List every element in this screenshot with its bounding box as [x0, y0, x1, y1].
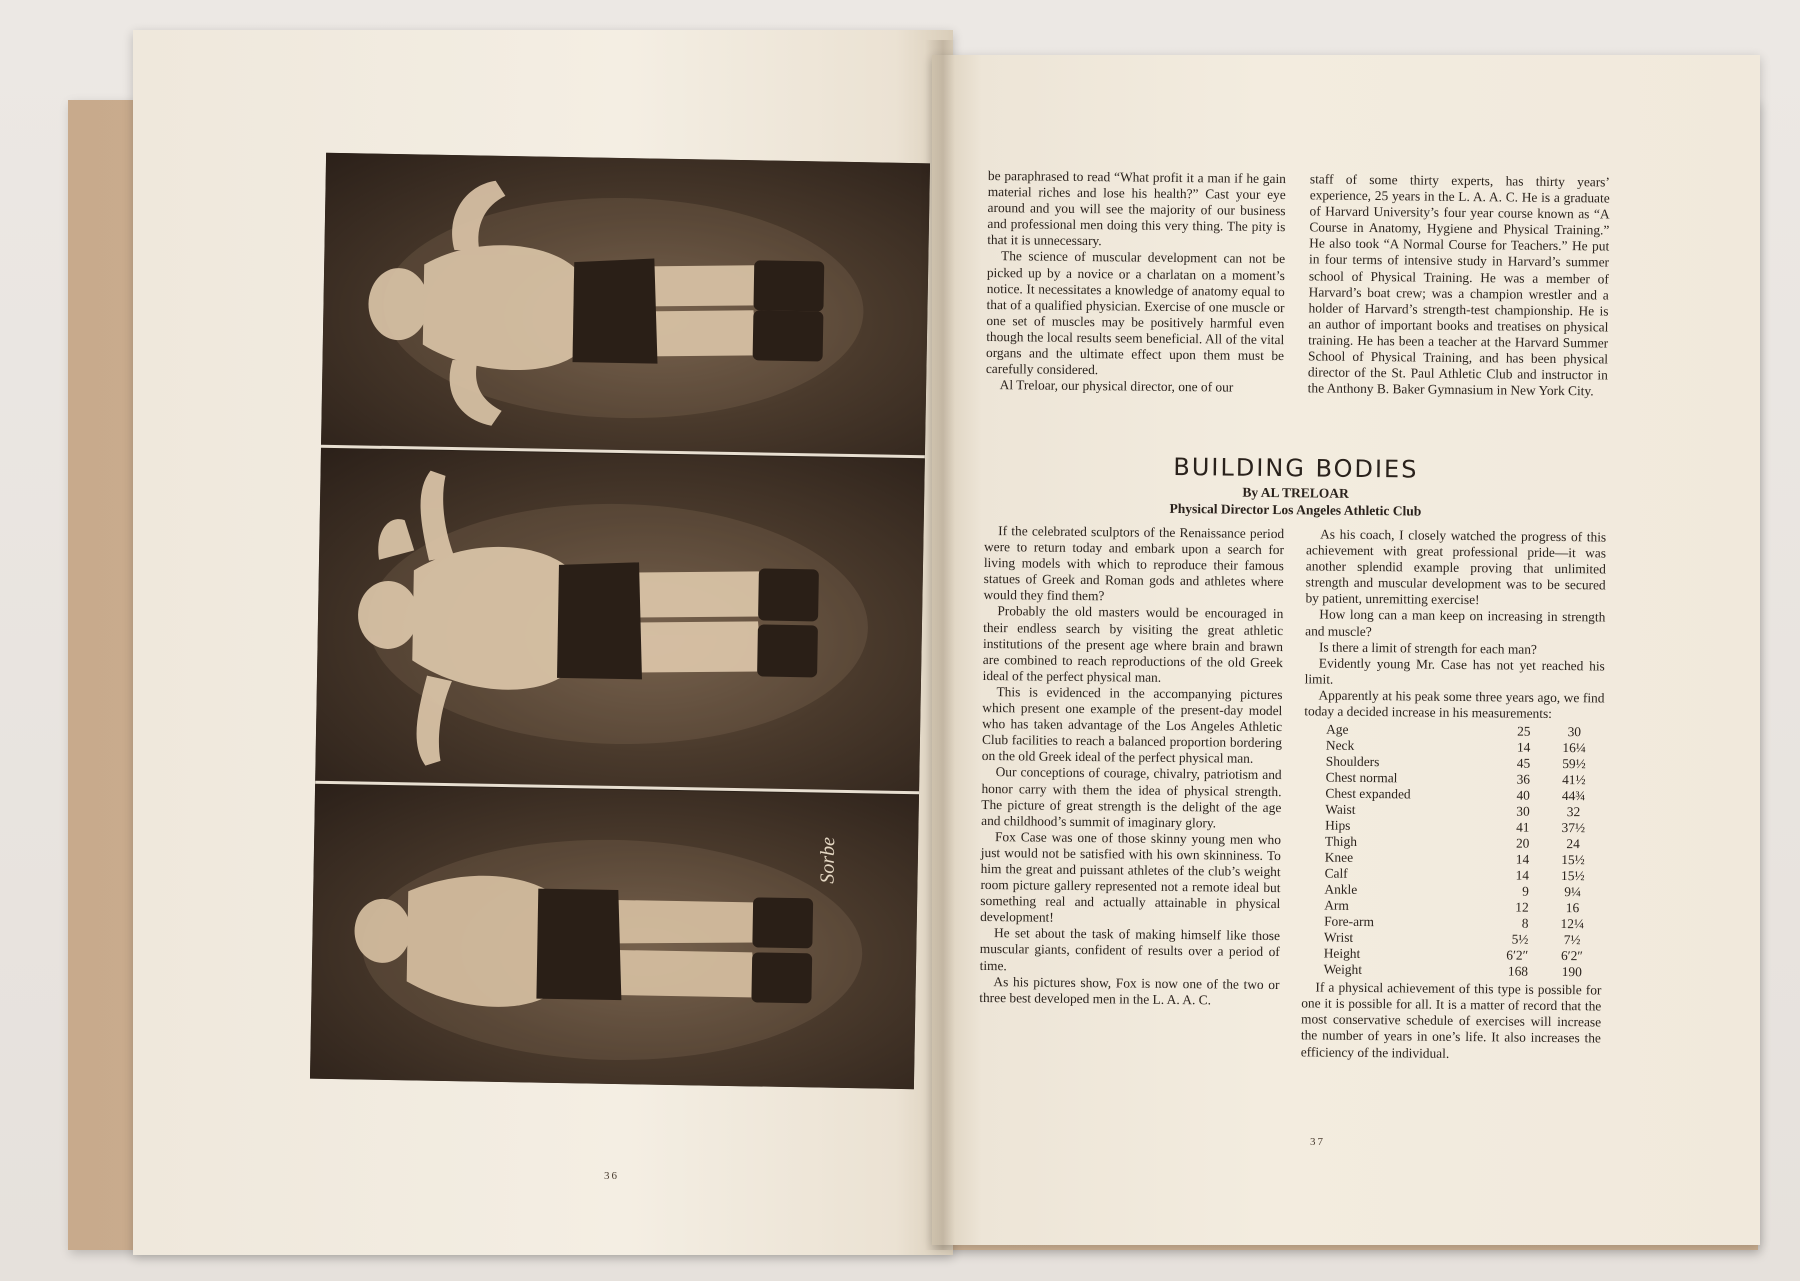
- paragraph: The science of muscular development can not be picked up by a novice or a charlatan on a moment’s notice. It necessitates a knowledge of anatomy equal to that of a qualified physician. Exercise of one muscle or one set of muscles may be positively harmful even though the local results seem beneficial. All of the vital organs and the ultimate effect upon them must be carefully considered.: [985, 248, 1286, 378]
- paragraph: This is evidenced in the accompanying pictures which present one example of the present-day model who has taken advantage of the Los Angeles Athletic Club facilities to reach a balanced proportion bordering on the old Greek ideal of the perfect physical man.: [981, 684, 1283, 767]
- photo-athlete-pose-3: [310, 785, 919, 1089]
- paragraph: Apparently at his peak some three years ago, we find today a decided increase in his measurements:: [1304, 687, 1605, 721]
- measurement-after: 7½: [1563, 932, 1581, 948]
- measurement-before: 12: [1515, 899, 1529, 915]
- measurement-label: Wrist: [1323, 929, 1354, 945]
- measurement-after: 15½: [1561, 852, 1585, 868]
- measurement-before: 45: [1516, 755, 1531, 771]
- paragraph: staff of some thirty experts, has thirty years’ experience, 25 years in the L. A. A. C. He is a graduate of Harvard University’s four year course known as “A Course in Anatomy, Hygiene and Physical Training.” He also took “A Normal Course for Teachers.” He put in four terms of intensive study in Harvard’s summer school of Physical Training. He was a member of Harvard’s boat crew; was a champion wrestler and a holder of Harvard’s strength-test championship. He is an author of important books and treatises on physical training. He has been a teacher at the Harvard Summer School of Physical Training, and has been physical director of the St. Paul Athletic Club and instructor in the Anthony B. Baker Gymnasium in New York City.: [1307, 171, 1610, 399]
- measurement-before: 41: [1516, 819, 1530, 835]
- measurement-before: 36: [1516, 771, 1531, 787]
- measurement-before: 9: [1522, 883, 1529, 899]
- paragraph: As his pictures show, Fox is now one of the two or three best developed men in the L. A. A. C.: [979, 973, 1280, 1008]
- top-right-column: [1308, 171, 1610, 399]
- book-gutter-shadow: [925, 40, 955, 1250]
- measurement-after: 44¾: [1561, 788, 1586, 804]
- measurement-label: Shoulders: [1325, 753, 1380, 770]
- page-number-left: 36: [604, 1170, 619, 1182]
- measurement-label: Chest expanded: [1325, 785, 1411, 802]
- measurement-after: 9¼: [1564, 884, 1582, 900]
- photographer-signature: Sorbe: [816, 836, 840, 884]
- paragraph: As his coach, I closely watched the progress of this achievement with great professional pride—it was another splendid example proving that unlimited strength and muscular development was to be secured by patient, unremitting exercise!: [1305, 526, 1607, 608]
- article-title: BUILDING BODIES: [1173, 452, 1419, 484]
- measurement-label: Knee: [1324, 849, 1354, 865]
- article-subtitle: Physical Director Los Angeles Athletic Club: [1169, 500, 1422, 519]
- measurement-label: Height: [1323, 945, 1361, 962]
- measurement-after: 16¼: [1562, 740, 1586, 756]
- article-left-column: [979, 523, 1284, 1009]
- paragraph: He set about the task of making himself like those muscular giants, confident of results over a period of time.: [979, 925, 1281, 973]
- athlete-figure-3: [310, 785, 919, 1089]
- measurement-before: 6′2″: [1506, 947, 1529, 963]
- measurement-before: 5½: [1511, 931, 1529, 947]
- measurement-after: 32: [1566, 804, 1581, 820]
- article-byline: By AL TRELOAR: [1242, 484, 1349, 501]
- paragraph: Al Treloar, our physical director, one of our: [999, 377, 1234, 395]
- measurement-after: 16: [1565, 900, 1580, 916]
- paragraph: Our conceptions of courage, chivalry, patriotism and honor carry with them the idea of physical strength. The picture of great strength is the delight of the age and childhood’s summit of imaginary glory.: [981, 764, 1282, 831]
- photo-athlete-pose-1: [321, 153, 930, 455]
- measurement-after: 12¼: [1560, 916, 1585, 932]
- measurement-label: Fore-arm: [1324, 913, 1375, 930]
- measurement-label: Neck: [1325, 737, 1355, 753]
- measurement-after: 37½: [1561, 820, 1586, 836]
- paragraph: How long can a man keep on increasing in strength and muscle?: [1305, 606, 1606, 639]
- measurement-label: Thigh: [1324, 833, 1358, 850]
- measurement-label: Hips: [1325, 817, 1351, 833]
- paragraph: Fox Case was one of those skinny young men who just would not be satisfied with his own skinniness. To him the great and puissant athletes of the club’s weight room picture gallery represented not a remote ideal but something real and actually attainable in physical development!: [980, 828, 1282, 925]
- measurement-after: 41½: [1562, 772, 1586, 788]
- measurement-before: 30: [1516, 803, 1530, 819]
- measurement-row: [1324, 962, 1602, 981]
- measurement-label: Age: [1326, 721, 1349, 737]
- article-header: [984, 450, 1607, 522]
- paragraph: If the celebrated sculptors of the Renaissance period were to return today and embark upon a search for living models with which to reproduce their famous statues of Greek and Roman gods and athletes where would they find them?: [983, 523, 1285, 604]
- measurement-before: 8: [1521, 915, 1529, 931]
- athlete-figure-2: [315, 449, 925, 791]
- measurement-before: 14: [1516, 739, 1531, 755]
- article-text-area: [978, 168, 1628, 1115]
- measurement-label: Calf: [1324, 865, 1348, 881]
- athlete-figure-1: [321, 153, 930, 455]
- paragraph: Evidently young Mr. Case has not yet reached his limit.: [1304, 655, 1605, 687]
- article-right-column: [1301, 526, 1607, 1063]
- paragraph: be paraphrased to read “What profit it a man if he gain material riches and lose his health?” Cast your eye around and you will see the majority of our business and professional men doing this very thing. The pity is that it is unnecessary.: [987, 168, 1286, 249]
- measurement-after: 15½: [1561, 868, 1585, 884]
- measurement-before: 14: [1515, 851, 1530, 867]
- measurement-label: Chest normal: [1325, 769, 1398, 786]
- paragraph: Is there a limit of strength for each man?: [1318, 639, 1537, 657]
- measurement-before: 25: [1517, 723, 1531, 739]
- measurement-before: 14: [1515, 867, 1530, 883]
- measurement-label: Weight: [1323, 961, 1363, 978]
- photo-plate: [310, 153, 930, 1089]
- measurement-before: 168: [1507, 963, 1529, 979]
- measurement-after: 30: [1567, 724, 1582, 740]
- top-left-column: [986, 168, 1286, 396]
- measurement-row: [1325, 786, 1603, 805]
- measurement-label: Arm: [1324, 897, 1349, 913]
- paragraph: Probably the old masters would be encouraged in their endless search by visiting the great athletic institutions of the present age where brain and brawn are combined to reach reproductions of the old Greek ideal of the perfect physical man.: [982, 603, 1284, 685]
- measurement-after: 24: [1566, 836, 1580, 852]
- measurement-after: 190: [1561, 964, 1582, 980]
- measurements-table: [1324, 722, 1605, 981]
- measurement-before: 40: [1516, 787, 1530, 803]
- page-number-right: 37: [1310, 1136, 1325, 1148]
- measurement-before: 20: [1515, 835, 1530, 851]
- measurement-after: 6′2″: [1560, 948, 1584, 964]
- measurement-label: Waist: [1325, 801, 1356, 818]
- paragraph: If a physical achievement of this type is possible for one it is possible for all. It is a matter of record that the most conservative schedule of exercises will increase the number of years in one’s life. It also increases the efficiency of the individual.: [1300, 979, 1602, 1061]
- measurement-row: [1324, 914, 1602, 933]
- measurement-after: 59½: [1562, 756, 1586, 772]
- photo-athlete-pose-2: [315, 449, 925, 791]
- measurement-label: Ankle: [1324, 881, 1358, 898]
